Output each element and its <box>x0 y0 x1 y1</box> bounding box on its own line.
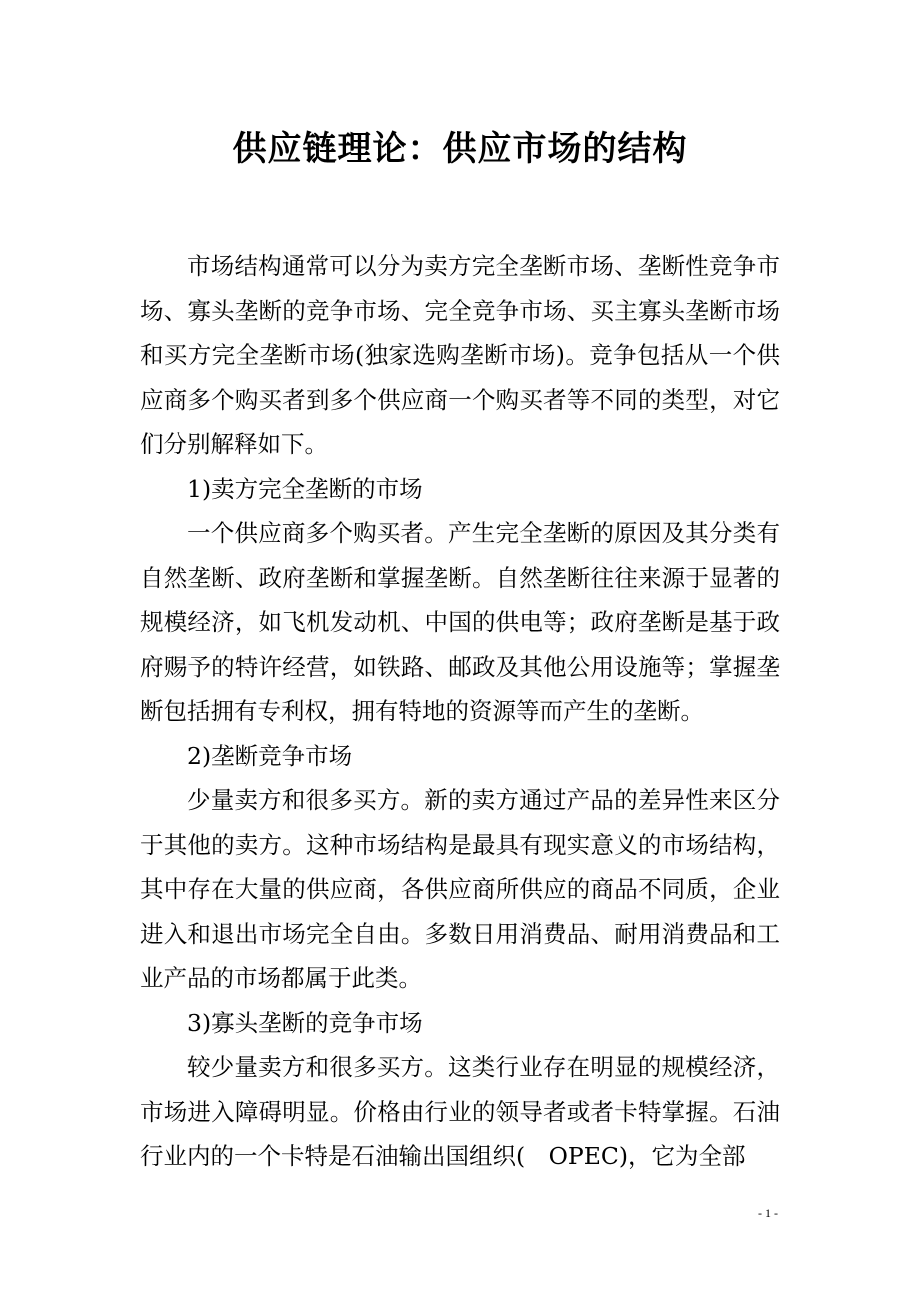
paragraph-section-1: 一个供应商多个购买者。产生完全垄断的原因及其分类有自然垄断、政府垄断和掌握垄断。自然垄断往往来源于显著的规模经济，如飞机发动机、中国的供电等；政府垄断是基于政府赐予的特许经营，如铁路、邮政及其他公用设施等；掌握垄断包括拥有专利权，拥有特地的资源等而产生的垄断。 <box>140 519 780 725</box>
document-body <box>140 244 780 1179</box>
document-title: 供应链理论：供应市场的结构 <box>232 129 688 169</box>
paragraph-section-3: 较少量卖方和很多买方。这类行业存在明显的规模经济，市场进入障碍明显。价格由行业的领导者或者卡特掌握。石油行业内的一个卡特是石油输出国组织( OPEC)，它为全部 <box>140 1053 780 1170</box>
paragraph-intro: 市场结构通常可以分为卖方完全垄断市场、垄断性竞争市场、寡头垄断的竞争市场、完全竞争市场、买主寡头垄断市场和买方完全垄断市场(独家选购垄断市场)。竞争包括从一个供应商多个购买者到多个供应商一个购买者等不同的类型，对它们分别解释如下。 <box>140 252 780 458</box>
section-heading-1: 1)卖方完全垄断的市场 <box>187 474 423 503</box>
section-heading-3: 3)寡头垄断的竞争市场 <box>187 1008 423 1037</box>
page-number: - 1 - <box>758 1206 778 1220</box>
paragraph-section-2: 少量卖方和很多买方。新的卖方通过产品的差异性来区分于其他的卖方。这种市场结构是最具有现实意义的市场结构，其中存在大量的供应商，各供应商所供应的商品不同质，企业进入和退出市场完全自由。多数日用消费品、耐用消费品和工业产品的市场都属于此类。 <box>140 786 780 992</box>
section-heading-2: 2)垄断竞争市场 <box>187 741 353 770</box>
